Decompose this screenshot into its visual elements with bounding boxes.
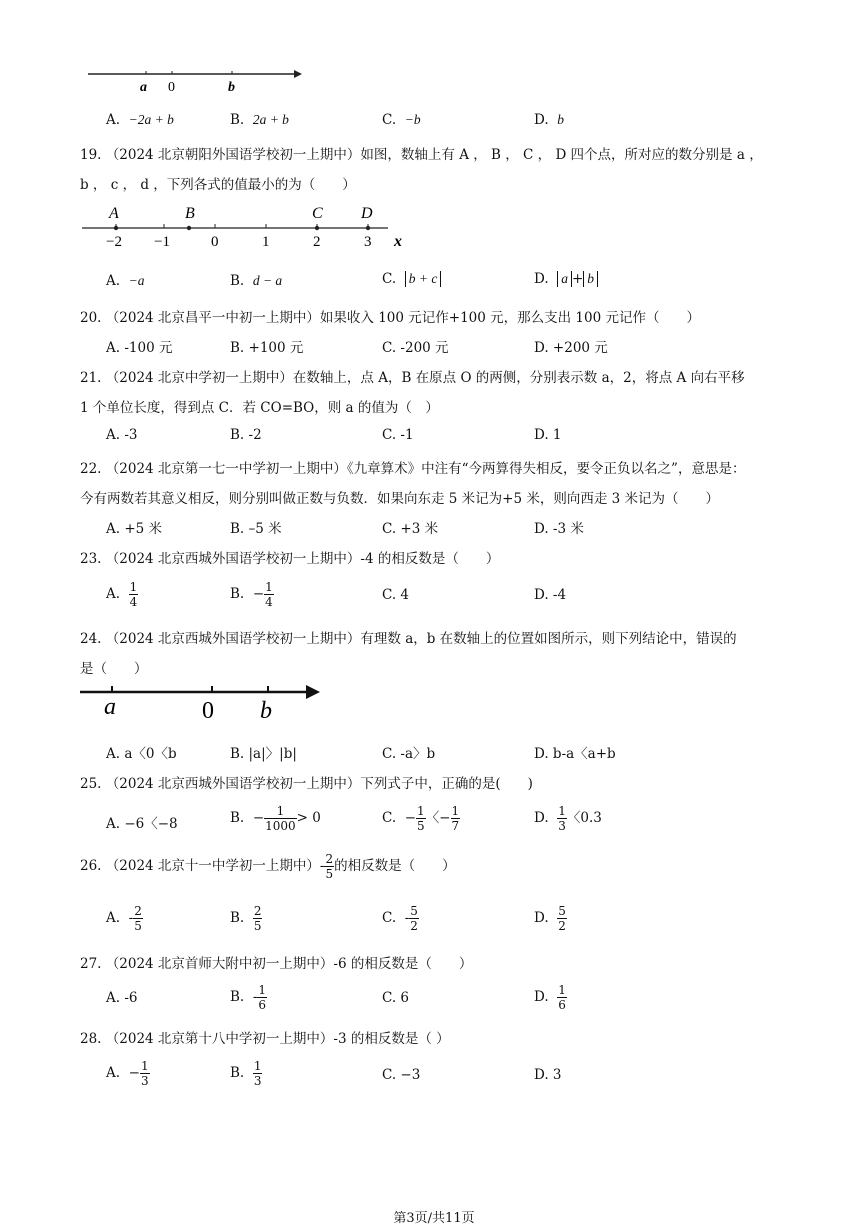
q23-option-d[interactable]: D. -4	[534, 587, 567, 603]
q22-option-d[interactable]: D. -3 米	[534, 521, 584, 537]
q18-number-line	[86, 64, 306, 98]
q19-label-d: D	[361, 205, 373, 222]
q21-option-a[interactable]: A. -3	[106, 427, 138, 443]
page-footer: 第3页/共11页	[393, 1211, 475, 1226]
q21-option-b[interactable]: B. -2	[230, 427, 262, 443]
q19-point-d	[366, 226, 370, 230]
q25-option-c[interactable]	[382, 804, 460, 833]
q19-option-c[interactable]	[382, 271, 441, 287]
q24-number-line	[76, 680, 326, 726]
q24-option-c[interactable]: C. -a〉b	[382, 746, 436, 762]
option-text: +	[571, 271, 584, 287]
q19-tick-label: 3	[364, 234, 372, 250]
fraction: $\frac{5}{2}$	[558, 904, 566, 933]
fraction: $\frac{1}{6}$	[258, 983, 267, 1012]
q24-option-a[interactable]: A. a〈0〈b	[106, 746, 177, 762]
q24-option-b[interactable]: B. |a|〉|b|	[230, 746, 297, 762]
q19-tick-label: −2	[106, 234, 122, 250]
q28-option-c[interactable]: C. −3	[382, 1067, 421, 1083]
q28-option-b[interactable]	[230, 1059, 262, 1088]
option-letter: A.	[106, 586, 121, 602]
fraction: $\frac{1}{1000}$	[265, 804, 296, 833]
minus-sign: −	[128, 1065, 140, 1081]
q27-option-c[interactable]: C. 6	[382, 990, 410, 1006]
option-letter: B.	[230, 273, 245, 289]
option-letter: A.	[106, 1065, 121, 1081]
minus-sign: −	[252, 586, 265, 602]
q20-stem: 20. （2024 北京昌平一中初一上期中）如果收入 100 元记作+100 元，那么支出 100 元记作（ ）	[80, 310, 700, 326]
q18-axis-label-b: b	[228, 80, 235, 95]
q28-option-a[interactable]	[106, 1059, 150, 1088]
q22-stem-line2: 今有两数若其意义相反，则分别叫做正数与负数．如果向东走 5 米记为+5 米，则向西走 3 米记为（ ）	[80, 491, 720, 507]
q23-stem: 23. （2024 北京西城外国语学校初一上期中）-4 的相反数是（ ）	[80, 551, 500, 567]
minus-sign: −	[252, 810, 265, 826]
option-letter: D.	[534, 910, 549, 926]
q23-option-b[interactable]	[230, 580, 274, 609]
fraction: $\frac{1}{3}$	[253, 1059, 262, 1088]
option-letter: B.	[230, 1065, 245, 1081]
q19-option-d[interactable]	[534, 271, 598, 287]
option-text: d − a	[252, 273, 283, 288]
option-letter: C.	[382, 112, 397, 128]
fraction: $\frac{1}{7}$	[451, 804, 460, 833]
q19-tick-label: 2	[313, 234, 321, 250]
q24-axis-label-b: b	[260, 698, 272, 724]
q20-option-a[interactable]: A. -100 元	[106, 340, 173, 356]
q25-option-d[interactable]	[534, 804, 602, 833]
q19-point-a	[114, 226, 118, 230]
q19-stem-line2: b ， c ， d ，下列各式的值最小的为（ ）	[80, 177, 356, 193]
q25-option-b[interactable]	[230, 804, 321, 833]
option-text: 2a + b	[252, 112, 289, 127]
minus-sign: −	[404, 810, 417, 826]
minus-sign: -	[252, 989, 258, 1005]
q28-stem: 28. （2024 北京第十八中学初一上期中）-3 的相反数是（ ）	[80, 1031, 450, 1047]
q26-stem: 26. （2024 北京十一中学初一上期中）- $\frac{2}{5}$ 的相反数是（ ）	[80, 852, 456, 881]
q18-option-b[interactable]	[230, 112, 289, 128]
q24-stem-line2: 是（ ）	[80, 661, 148, 677]
option-letter: C.	[382, 810, 397, 826]
q27-option-d[interactable]	[534, 983, 567, 1012]
option-text: 〈−	[425, 810, 451, 826]
q27-stem: 27. （2024 北京首师大附中初一上期中）-6 的相反数是（ ）	[80, 956, 473, 972]
q19-tick-label: −1	[154, 234, 170, 250]
option-text: > 0	[296, 810, 321, 826]
fraction: $\frac{2}{5}$	[325, 852, 334, 881]
option-text: b	[583, 271, 598, 287]
q25-stem: 25. （2024 北京西城外国语学校初一上期中）下列式子中，正确的是( )	[80, 776, 533, 792]
q21-stem-line1: 21. （2024 北京中学初一上期中）在数轴上，点 A，B 在原点 O 的两侧，分别表示数 a，2，将点 A 向右平移	[80, 370, 745, 386]
q19-label-a: A	[109, 205, 119, 222]
q26-option-c[interactable]	[382, 904, 419, 933]
option-letter: D.	[534, 989, 549, 1005]
q22-option-a[interactable]: A. +5 米	[106, 521, 163, 537]
q19-option-b[interactable]	[230, 273, 282, 289]
q24-axis-label-a: a	[104, 694, 116, 720]
q27-option-a[interactable]: A. -6	[106, 990, 138, 1006]
option-letter: A.	[106, 273, 121, 289]
q26-option-a[interactable]	[106, 904, 143, 933]
option-letter: C.	[382, 271, 397, 287]
q19-label-c: C	[312, 205, 323, 222]
q26-option-b[interactable]	[230, 904, 262, 933]
q18-axis-label-a: a	[140, 80, 147, 95]
option-letter: D.	[534, 810, 549, 826]
q23-option-a[interactable]	[106, 580, 138, 609]
q20-option-c[interactable]: C. -200 元	[382, 340, 449, 356]
q19-point-b	[187, 226, 191, 230]
fraction: $\frac{1}{3}$	[140, 1059, 149, 1088]
option-letter: C.	[382, 910, 397, 926]
q24-axis-label-0: 0	[202, 698, 214, 724]
q19-tick-label: 1	[262, 234, 270, 250]
option-text: b	[557, 112, 564, 127]
option-text: −2a + b	[128, 112, 174, 127]
q19-tick-label: 0	[211, 234, 219, 250]
q24-stem-line1: 24. （2024 北京西城外国语学校初一上期中）有理数 a，b 在数轴上的位置如图所示，则下列结论中，错误的	[80, 631, 737, 647]
option-text: 〈0.3	[566, 810, 602, 826]
q18-option-c[interactable]	[382, 112, 421, 128]
minus-sign: -	[404, 910, 410, 926]
q18-axis-label-0: 0	[168, 80, 175, 95]
q28-option-d[interactable]: D. 3	[534, 1067, 562, 1083]
option-letter: D.	[534, 112, 549, 128]
q24-option-d[interactable]: D. b-a〈a+b	[534, 746, 616, 762]
q22-option-b[interactable]: B. –5 米	[230, 521, 282, 537]
minus-sign: -	[128, 910, 134, 926]
fraction: $\frac{5}{2}$	[410, 904, 418, 933]
fraction: $\frac{1}{4}$	[265, 580, 273, 609]
fraction: $\frac{2}{5}$	[134, 904, 142, 933]
option-letter: D.	[534, 271, 549, 287]
fraction: $\frac{1}{4}$	[129, 580, 138, 609]
q19-stem-line1: 19. （2024 北京朝阳外国语学校初一上期中）如图，数轴上有 A ， B ， C ， D 四个点，所对应的数分别是 a ，	[80, 147, 763, 163]
q23-option-c[interactable]: C. 4	[382, 587, 410, 603]
option-text: a	[557, 271, 572, 287]
q19-number-line	[78, 200, 418, 252]
option-text: −b	[404, 112, 421, 127]
q20-option-d[interactable]: D. +200 元	[534, 340, 608, 356]
q20-option-b[interactable]: B. +100 元	[230, 340, 304, 356]
q19-axis-label-x: x	[394, 233, 402, 250]
q25-option-a[interactable]: A. −6〈−8	[106, 816, 178, 832]
q26-option-d[interactable]	[534, 904, 567, 933]
q19-point-c	[315, 226, 319, 230]
q18-option-d[interactable]	[534, 112, 564, 128]
option-letter: B.	[230, 112, 245, 128]
option-text: −a	[128, 273, 145, 288]
option-letter: B.	[230, 586, 245, 602]
q22-stem-line1: 22. （2024 北京第一七一中学初一上期中）《九章算术》中注有“今两算得失相反，要令正负以名之”，意思是：	[80, 461, 746, 477]
option-letter: B.	[230, 989, 245, 1005]
fraction: $\frac{2}{5}$	[253, 904, 262, 933]
q18-option-a[interactable]	[106, 112, 174, 128]
option-letter: A.	[106, 910, 121, 926]
option-text: b + c	[405, 271, 442, 287]
q19-option-a[interactable]	[106, 273, 145, 289]
option-letter: A.	[106, 112, 121, 128]
q19-label-b: B	[185, 205, 195, 222]
q27-option-b[interactable]	[230, 983, 267, 1012]
fraction: $\frac{1}{3}$	[558, 804, 566, 833]
option-letter: B.	[230, 910, 245, 926]
q22-option-c[interactable]: C. +3 米	[382, 521, 439, 537]
q21-stem-line2: 1 个单位长度，得到点 C．若 CO=BO，则 a 的值为（ ）	[80, 400, 439, 416]
fraction: $\frac{1}{5}$	[417, 804, 425, 833]
q21-option-d[interactable]: D. 1	[534, 427, 562, 443]
fraction: $\frac{1}{6}$	[558, 983, 566, 1012]
option-letter: B.	[230, 810, 245, 826]
q21-option-c[interactable]: C. -1	[382, 427, 414, 443]
